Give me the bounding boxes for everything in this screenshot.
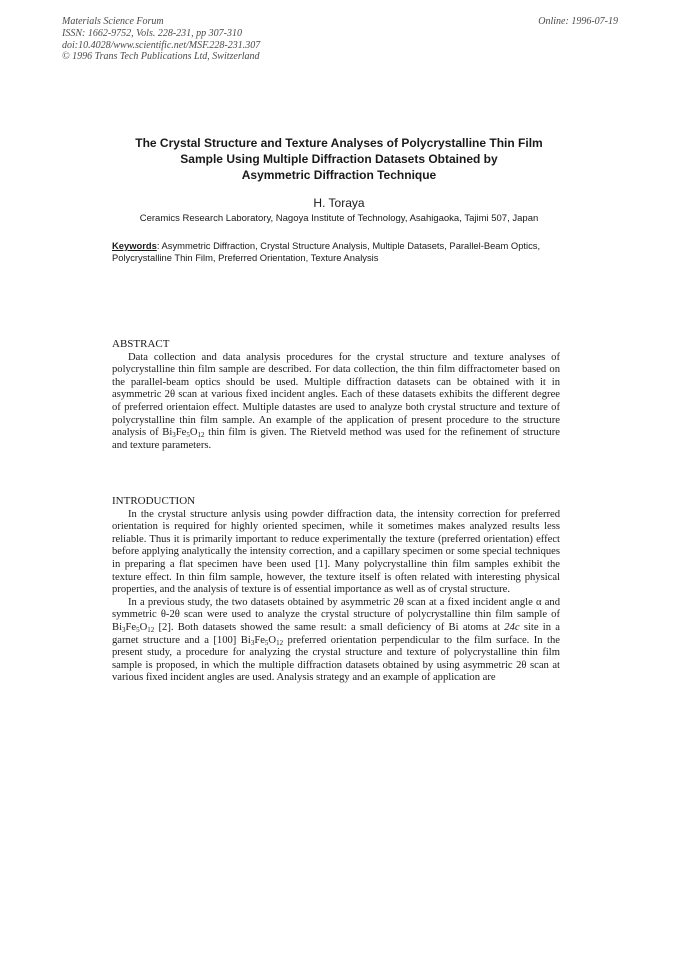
abstract-text: Data collection and data analysis procedures for the crystal structure and texture analyses of polycrystalline thin film sample are described. For data collection, the thin film diffractometer based on the parallel-beam optics should be used. Multiple diffraction datasets can be obtained with it in asymmetric 2θ scan at various fixed incident angles. Each of these datasets exhibits the different degree of preferred orientaion effect. Multiple datastes are used to analyze both crystal structure and texture of polycrystalline thin film sample. An example of the application of present procedure to the structure analysis of bbox=[112, 351, 560, 439]
online-date: Online: 1996-07-19 bbox=[538, 16, 618, 27]
title-line-3: Asymmetric Diffraction Technique bbox=[241, 168, 437, 182]
formula-bi3fe5o12: $Bi_3Fe_5O_{12}$ bbox=[162, 427, 205, 440]
introduction-paragraph-2: In a previous study, the two datasets obtained by asymmetric 2θ scan at a fixed incident angle α and symmetric θ-2θ scan were used to analyze the crystal structure of polycrystalline thin film sample of $Bi_3Fe_5O_{12}$ [2]. Both datasets showed the same result: a small deficiency of Bi atoms at 24c site in a garnet structure and a [100] $Bi_3Fe_5O_{12}$ preferred orientation perpendicular to the film surface. In the present study, a procedure for analyzing the crystal structure and texture of polycrystalline thin film sample is proposed, in which the multiple diffraction datasets obtained by using asymmetric 2θ scan at various fixed incident angles are used. Analysis strategy and an example of application are bbox=[112, 596, 561, 684]
keywords-label: Keywords bbox=[112, 240, 157, 251]
formula-bi3fe5o12: $Bi_3Fe_5O_{12}$ bbox=[240, 634, 284, 647]
introduction-heading: INTRODUCTION bbox=[112, 495, 196, 507]
introduction-paragraph-1: In the crystal structure anlysis using powder diffraction data, the intensity correction for preferred orientation is required for highly oriented specimen, while it sometimes makes analyzed results less reliable. Thus it is primarily important to reduce experimentally the texture (preferred orientation) effect before applying analytically the intensity correction, and a capillary specimen or some special techniques in preparing a flat specimen have been used [1]. Many polycrystalline thin film samples exhibit the texture effect. In thin film sample, however, the texture itself is often related with interesting physical properties, and the analysis of texture is of essential importance as well as of crystal structure. bbox=[112, 508, 560, 596]
issn-line: ISSN: 1662-9752, Vols. 228-231, pp 307-310 bbox=[62, 27, 242, 39]
keywords-block bbox=[112, 240, 564, 264]
author-name: H. Toraya bbox=[313, 196, 365, 210]
doi-line[interactable]: doi:10.4028/www.scientific.net/MSF.228-231.307 bbox=[62, 39, 261, 51]
abstract-paragraph bbox=[112, 352, 560, 453]
paper-title bbox=[100, 135, 578, 183]
abstract-heading: ABSTRACT bbox=[112, 338, 170, 350]
keywords-text: : Asymmetric Diffraction, Crystal Structure Analysis, Multiple Datasets, Parallel-Beam Optics, Polycrystalline Thin Film, Preferred Orientation, Texture Analysis bbox=[112, 240, 541, 263]
title-line-2: Sample Using Multiple Diffraction Datasets Obtained by bbox=[180, 152, 498, 166]
formula-bi3fe5o12: $Bi_3Fe_5O_{12}$ bbox=[112, 621, 155, 634]
title-line-1: The Crystal Structure and Texture Analyses of Polycrystalline Thin Film bbox=[135, 136, 543, 150]
journal-name: Materials Science Forum bbox=[62, 16, 164, 27]
copyright-line: © 1996 Trans Tech Publications Ltd, Switzerland bbox=[62, 51, 260, 63]
introduction-section bbox=[112, 495, 560, 685]
abstract-section bbox=[112, 338, 560, 452]
abstract-text-end: thin film is given. The Rietveld method was used for the refinement of structure and texture parameters. bbox=[112, 427, 560, 451]
journal-header bbox=[62, 16, 260, 63]
author-affiliation: Ceramics Research Laboratory, Nagoya Institute of Technology, Asahigaoka, Tajimi 507, Japan bbox=[139, 213, 539, 224]
